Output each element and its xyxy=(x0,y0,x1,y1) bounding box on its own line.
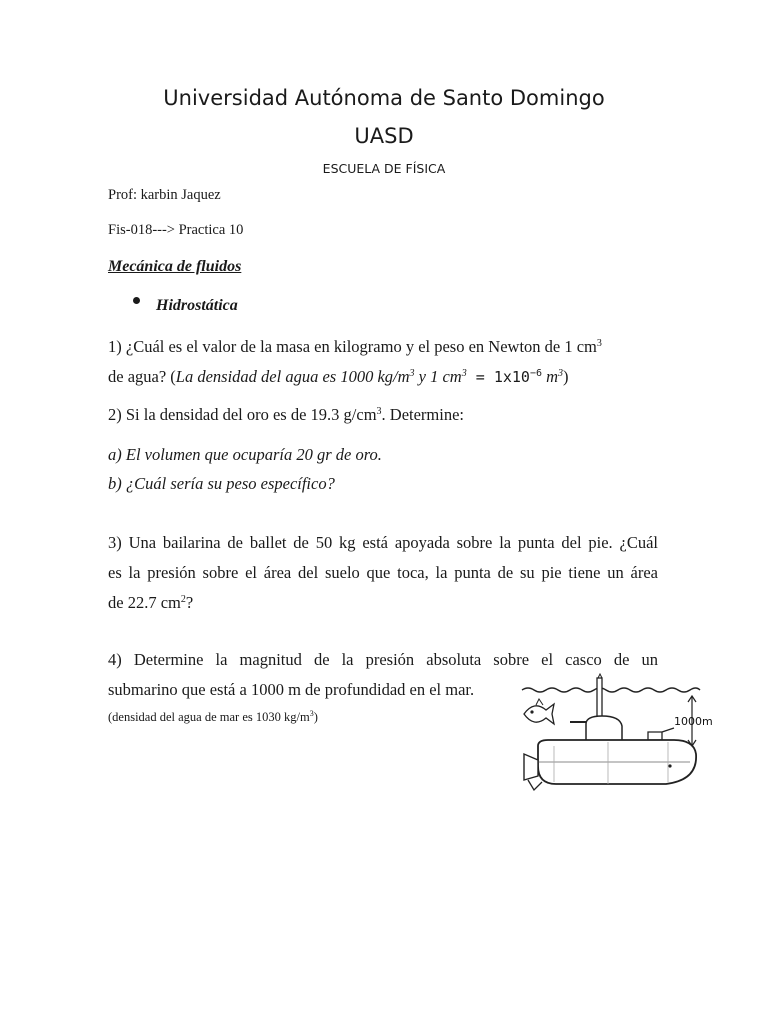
question-2-part-a: a) El volumen que ocuparía 20 gr de oro. xyxy=(108,445,382,464)
depth-label: 1000m xyxy=(674,715,713,728)
question-2: 2) Si la densidad del oro es de 19.3 $g/cm^3$. Determine: xyxy=(108,405,464,424)
professor-line: Prof: karbin Jaquez xyxy=(108,187,221,203)
water-surface xyxy=(522,688,700,692)
section-title: Mecánica de fluidos xyxy=(108,258,242,275)
question-3-line-3: de 22.7 $cm^2$? xyxy=(108,593,194,612)
school-name: ESCUELA DE FÍSICA xyxy=(322,161,446,176)
bullet-icon xyxy=(133,297,140,304)
question-1-line-1: 1) ¿Cuál es el valor de la masa en kilogramo y el peso en Newton de 1 $cm^3$ xyxy=(108,337,602,356)
propeller xyxy=(524,754,538,780)
question-1-line-2: de agua? (La densidad del agua es 1000 $kg/m^3$ y 1 $cm^3 = 1x10^{-6}$ $m^3$) xyxy=(108,367,569,386)
question-3-line-2: es la presión sobre el área del suelo que toca, la punta de su pie tiene un área xyxy=(108,563,658,582)
question-4-line-2: submarino que está a 1000 m de profundidad en el mar. xyxy=(108,680,475,699)
fish-icon xyxy=(524,699,554,724)
deck-gun xyxy=(648,728,674,740)
periscope xyxy=(597,678,602,718)
question-4-note: (densidad del agua de mar es 1030 $kg/m^3$) xyxy=(108,709,318,724)
question-2-part-b: b) ¿Cuál sería su peso específico? xyxy=(108,474,335,493)
course-line: Fis-018---> Practica 10 xyxy=(108,222,244,238)
conning-tower xyxy=(586,716,622,742)
section-subtitle: Hidrostática xyxy=(156,297,238,314)
university-acronym: UASD xyxy=(354,124,414,148)
university-title: Universidad Autónoma de Santo Domingo xyxy=(163,86,605,110)
question-3-line-1: 3) Una bailarina de ballet de 50 kg está apoyada sobre la punta del pie. ¿Cuál xyxy=(108,533,658,552)
question-4-line-1: 4) Determine la magnitud de la presión absoluta sobre el casco de un xyxy=(108,650,658,669)
submarine-illustration xyxy=(518,672,728,797)
